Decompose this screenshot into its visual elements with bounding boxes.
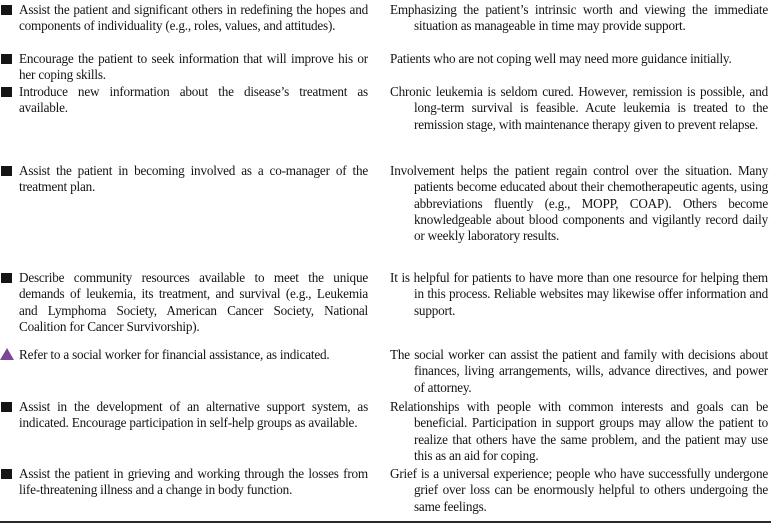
square-bullet-icon — [1, 273, 12, 284]
care-plan-row — [0, 347, 771, 399]
rationale-text: Relationships with people with common interests and goals can be beneficial. Participation in support groups may allow the patient to realize that others have the same problem, and the patient may use this as an aid for coping. — [390, 399, 768, 463]
intervention-cell — [0, 84, 390, 163]
intervention-text: Describe community resources available to meet the unique demands of leukemia, its treatment, and survival (e.g., Leukemia and Lymphoma Society, American Cancer Society, National Coalition for Cancer Survivorship). — [19, 270, 368, 334]
square-bullet-icon — [1, 87, 12, 98]
intervention-cell — [0, 399, 390, 466]
square-bullet-icon — [1, 402, 12, 413]
care-plan-row — [0, 2, 771, 51]
square-bullet-icon — [1, 54, 12, 65]
rationale-cell — [390, 466, 771, 522]
intervention-cell — [0, 270, 390, 347]
rationale-text: Patients who are not coping well may need more guidance initially. — [390, 51, 732, 66]
intervention-cell — [0, 466, 390, 522]
intervention-cell — [0, 2, 390, 51]
intervention-text: Assist the patient in grieving and working through the losses from life-threatening illness and a change in body function. — [19, 466, 368, 498]
intervention-text: Encourage the patient to seek information that will improve his or her coping skills. — [19, 51, 368, 83]
intervention-text: Assist the patient in becoming involved as a co-manager of the treatment plan. — [19, 163, 368, 195]
rationale-cell — [390, 270, 771, 347]
rationale-cell — [390, 84, 771, 163]
rationale-text: Chronic leukemia is seldom cured. However, remission is possible, and long-term survival is feasible. Acute leukemia is treated to the remission stage, with maintenance therapy given to prevent relapse. — [390, 84, 768, 132]
intervention-cell — [0, 51, 390, 84]
rationale-cell — [390, 51, 771, 84]
rationale-text: Involvement helps the patient regain control over the situation. Many patients become educated about their chemotherapeutic agents, using abbreviations fluently (e.g., MOPP, COAP). Others become knowledgeable about blood components and vigilantly record daily or weekly laboratory results. — [390, 163, 768, 244]
care-plan-row — [0, 466, 771, 522]
care-plan-row — [0, 51, 771, 84]
intervention-text: Introduce new information about the disease’s treatment as available. — [19, 84, 368, 116]
care-plan-row — [0, 163, 771, 270]
intervention-text: Assist the patient and significant others in redefining the hopes and components of individuality (e.g., roles, values, and attitudes). — [19, 2, 368, 34]
rationale-text: The social worker can assist the patient and family with decisions about finances, living arrangements, wills, advance directives, and power of attorney. — [390, 347, 768, 395]
intervention-text: Assist in the development of an alternative support system, as indicated. Encourage participation in self-help groups as available. — [19, 399, 368, 431]
intervention-cell — [0, 163, 390, 270]
care-plan-row — [0, 84, 771, 163]
rationale-text: Emphasizing the patient’s intrinsic worth and viewing the immediate situation as manageable in time may provide support. — [390, 2, 768, 34]
rationale-cell — [390, 2, 771, 51]
rationale-cell — [390, 163, 771, 270]
care-plan-row — [0, 399, 771, 466]
rationale-cell — [390, 347, 771, 399]
rationale-text: It is helpful for patients to have more than one resource for helping them in this process. Reliable websites may likewise offer information and support. — [390, 270, 768, 318]
intervention-text: Refer to a social worker for financial assistance, as indicated. — [19, 347, 330, 362]
triangle-bullet-icon — [0, 348, 14, 360]
square-bullet-icon — [1, 5, 12, 16]
rationale-cell — [390, 399, 771, 466]
intervention-cell — [0, 347, 390, 399]
square-bullet-icon — [1, 469, 12, 480]
rationale-text: Grief is a universal experience; people who have successfully undergone grief over loss can be enormously helpful to others undergoing the same feelings. — [390, 466, 768, 514]
square-bullet-icon — [1, 166, 12, 177]
care-plan-row — [0, 270, 771, 347]
